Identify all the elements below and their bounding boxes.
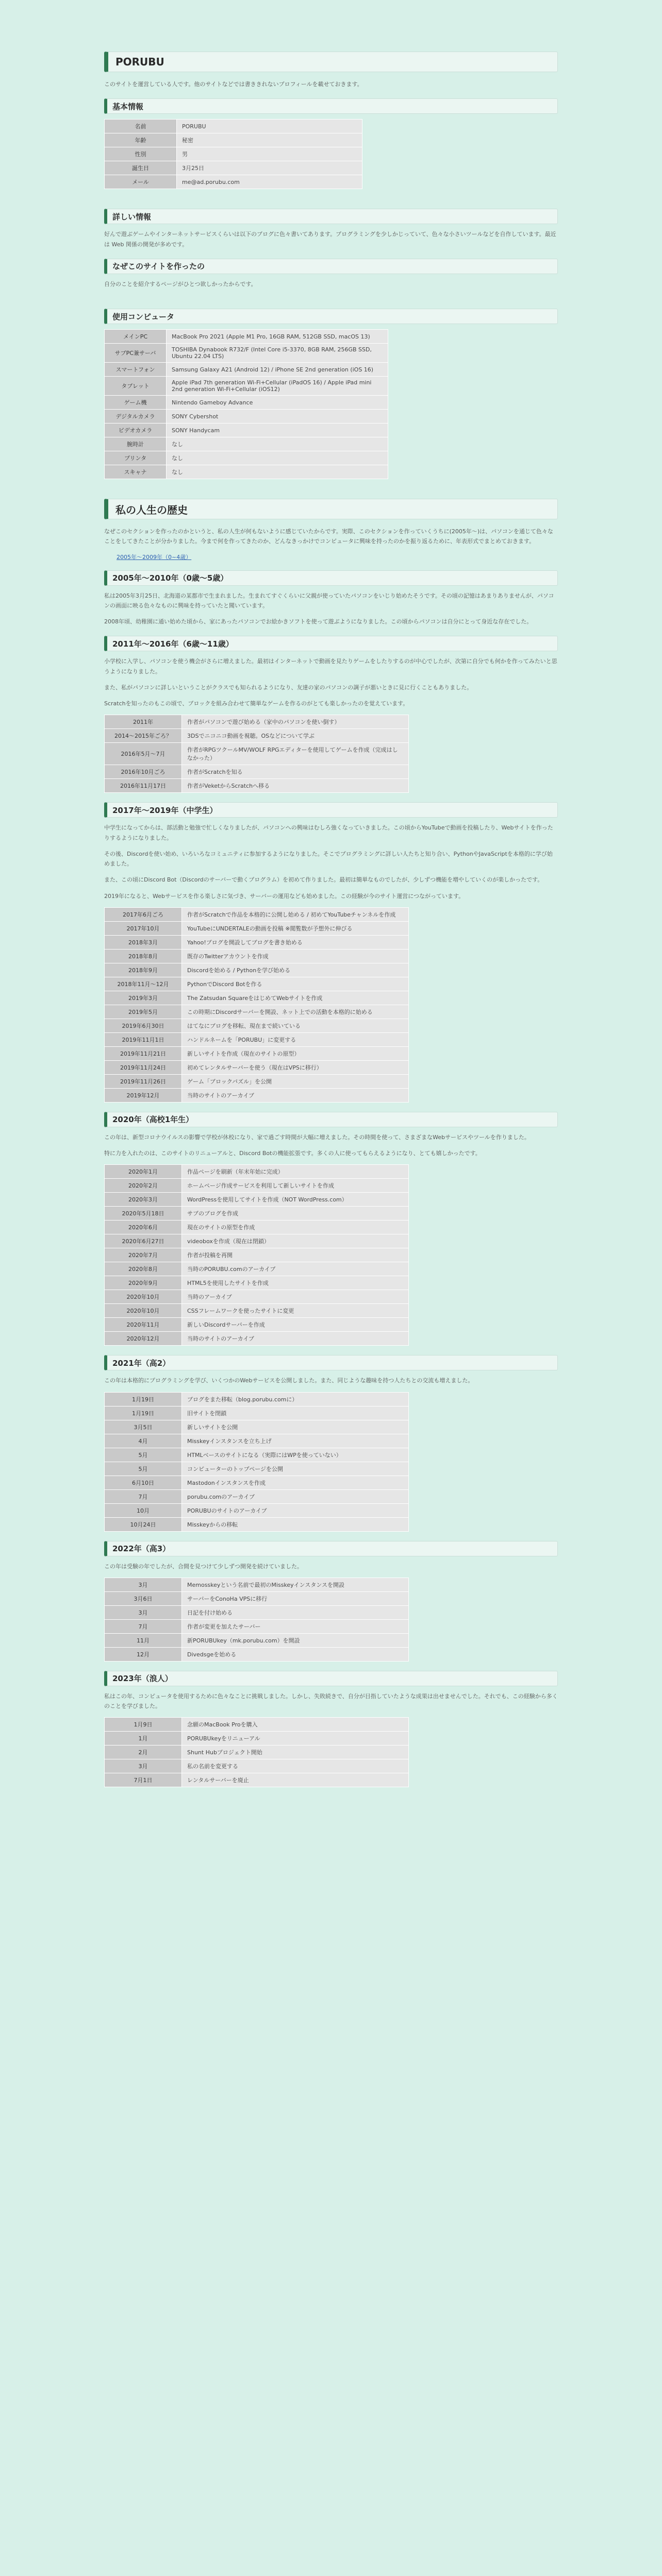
basic-info-heading: 基本情報 bbox=[104, 98, 558, 114]
timeline-event: 念願のMacBook Proを購入 bbox=[182, 1718, 409, 1732]
row-value: なし bbox=[167, 451, 388, 465]
timeline-row bbox=[105, 1290, 409, 1304]
timeline-date: 2019年5月 bbox=[105, 1005, 182, 1019]
timeline-event: 新しいサイトを作成（現在のサイトの原型） bbox=[182, 1046, 409, 1060]
timeline-event: The Zatsudan SquareをはじめてWebサイトを作成 bbox=[182, 991, 409, 1005]
timeline-table bbox=[104, 715, 409, 793]
table-row bbox=[105, 175, 362, 189]
timeline-event: Misskeyからの移転 bbox=[182, 1517, 409, 1531]
timeline-date: 2020年1月 bbox=[105, 1165, 182, 1179]
timeline-event: PORUBUkeyをリニューアル bbox=[182, 1732, 409, 1745]
timeline-date: 12月 bbox=[105, 1647, 182, 1661]
timeline-row bbox=[105, 1619, 409, 1633]
table-row bbox=[105, 396, 388, 410]
timeline-row bbox=[105, 949, 409, 963]
timeline-event: 現在のサイトの原型を作成 bbox=[182, 1221, 409, 1234]
timeline-date: 2020年8月 bbox=[105, 1262, 182, 1276]
timeline-event: 初めてレンタルサーバーを使う（現在はVPSに移行） bbox=[182, 1060, 409, 1074]
timeline-event: Discordを始める / Pythonを学び始める bbox=[182, 963, 409, 977]
timeline-date: 2018年9月 bbox=[105, 963, 182, 977]
timeline-event: 当時のPORUBU.comのアーカイブ bbox=[182, 1262, 409, 1276]
timeline-table bbox=[104, 1578, 409, 1662]
timeline-row bbox=[105, 1718, 409, 1732]
timeline-table bbox=[104, 1717, 409, 1787]
devices-card bbox=[104, 309, 558, 479]
row-key: デジタルカメラ bbox=[105, 410, 167, 423]
period-paragraph: 2008年頃、幼稚園に通い始めた頃から、家にあったパソコンでお絵かきソフトを使って遊ぶようになりました。この頃からパソコンは自分にとって身近な存在でした。 bbox=[104, 618, 533, 625]
timeline-row bbox=[105, 1318, 409, 1332]
timeline-row bbox=[105, 1262, 409, 1276]
timeline-row bbox=[105, 1434, 409, 1448]
period-paragraph: 特に力を入れたのは、このサイトのリニューアルと、Discord Botの機能拡張です。多くの人に使ってもらえるようになり、とても嬉しかったです。 bbox=[104, 1150, 481, 1157]
timeline-row bbox=[105, 1448, 409, 1462]
page bbox=[104, 0, 558, 1787]
row-value: PORUBU bbox=[177, 120, 362, 133]
timeline-date: 1月19日 bbox=[105, 1406, 182, 1420]
table-row bbox=[105, 437, 388, 451]
timeline-event: ブログをまた移転（blog.porubu.comに） bbox=[182, 1392, 409, 1406]
timeline-event: YouTubeにUNDERTALEの動画を投稿 ※閲覧数が予想外に伸びる bbox=[182, 921, 409, 935]
timeline-event: Misskeyインスタンスを立ち上げ bbox=[182, 1434, 409, 1448]
timeline-event: Divedsgeを始める bbox=[182, 1647, 409, 1661]
timeline-event: Memosskeyという名前で最初のMisskeyインスタンスを開設 bbox=[182, 1578, 409, 1591]
timeline-event: 3DSでニコニコ動画を視聴。OSなどについて学ぶ bbox=[182, 729, 409, 743]
row-value: Samsung Galaxy A21 (Android 12) / iPhone SE 2nd generation (iOS 16) bbox=[167, 363, 388, 377]
timeline-event: サブのブログを作成 bbox=[182, 1207, 409, 1221]
period-paragraph: Scratchを知ったのもこの頃で、ブロックを組み合わせて簡単なゲームを作るのがとても楽しかったのを覚えています。 bbox=[104, 700, 409, 707]
timeline-row bbox=[105, 1517, 409, 1531]
timeline-row bbox=[105, 1503, 409, 1517]
table-row bbox=[105, 120, 362, 133]
timeline-row bbox=[105, 715, 409, 729]
table-row bbox=[105, 147, 362, 161]
timeline-date: 11月 bbox=[105, 1633, 182, 1647]
period-heading: 2023年（浪人） bbox=[104, 1671, 558, 1686]
timeline-row bbox=[105, 1060, 409, 1074]
row-key: ビデオカメラ bbox=[105, 423, 167, 437]
devices-table bbox=[104, 329, 388, 479]
timeline-row bbox=[105, 1647, 409, 1661]
timeline-date: 2月 bbox=[105, 1745, 182, 1759]
timeline-date: 2020年6月 bbox=[105, 1221, 182, 1234]
row-value: 男 bbox=[177, 147, 362, 161]
row-value: Nintendo Gameboy Advance bbox=[167, 396, 388, 410]
timeline-date: 2019年11月26日 bbox=[105, 1074, 182, 1088]
timeline-row bbox=[105, 1476, 409, 1489]
timeline-date: 2019年11月1日 bbox=[105, 1032, 182, 1046]
timeline-date: 2011年 bbox=[105, 715, 182, 729]
timeline-row bbox=[105, 1179, 409, 1193]
timeline-date: 2019年11月21日 bbox=[105, 1046, 182, 1060]
timeline-event: 作者がScratchで作品を本格的に公開し始める / 初めてYouTubeチャンネルを作成 bbox=[182, 907, 409, 921]
why-heading: なぜこのサイトを作ったの bbox=[104, 259, 558, 274]
timeline-event: Shunt Hubプロジェクト開始 bbox=[182, 1745, 409, 1759]
row-value: SONY Handycam bbox=[167, 423, 388, 437]
timeline-date: 2014〜2015年ごろ？ bbox=[105, 729, 182, 743]
timeline-event: はてなにブログを移転、現在まで続いている bbox=[182, 1019, 409, 1032]
timeline-row bbox=[105, 1392, 409, 1406]
timeline-event: HTMLベースのサイトになる（実際にはWPを使っていない） bbox=[182, 1448, 409, 1462]
timeline-row bbox=[105, 1234, 409, 1248]
table-row bbox=[105, 161, 362, 175]
timeline-date: 10月 bbox=[105, 1503, 182, 1517]
timeline-event: porubu.comのアーカイブ bbox=[182, 1489, 409, 1503]
row-key: 名前 bbox=[105, 120, 177, 133]
timeline-date: 4月 bbox=[105, 1434, 182, 1448]
timeline-event: 作者が投稿を再開 bbox=[182, 1248, 409, 1262]
toc-link[interactable]: 2005年〜2009年（0~4歳） bbox=[117, 553, 192, 561]
row-value: なし bbox=[167, 465, 388, 479]
timeline-row bbox=[105, 1332, 409, 1346]
timeline-event: この時期にDiscordサーバーを開設、ネット上での活動を本格的に始める bbox=[182, 1005, 409, 1019]
why-text: 自分のことを紹介するページがひとつ欲しかったからです。 bbox=[104, 280, 257, 287]
row-key: ゲーム機 bbox=[105, 396, 167, 410]
period-paragraph: 小学校に入学し、パソコンを使う機会がさらに増えました。最初はインターネットで動画を見たりゲームをしたりするのが中心でしたが、次第に自分でも何かを作ってみたいと思うようになりました。 bbox=[104, 658, 557, 675]
timeline-row bbox=[105, 921, 409, 935]
timeline-date: 2020年11月 bbox=[105, 1318, 182, 1332]
timeline-date: 2019年12月 bbox=[105, 1088, 182, 1102]
timeline-row bbox=[105, 1032, 409, 1046]
timeline-row bbox=[105, 1633, 409, 1647]
timeline-event: CSSフレームワークを使ったサイトに変更 bbox=[182, 1304, 409, 1318]
timeline-row bbox=[105, 1005, 409, 1019]
timeline-row bbox=[105, 1304, 409, 1318]
row-key: 年齢 bbox=[105, 133, 177, 147]
table-row bbox=[105, 451, 388, 465]
period-heading: 2005年〜2010年（0歳〜5歳） bbox=[104, 570, 558, 586]
timeline-date: 10月24日 bbox=[105, 1517, 182, 1531]
timeline-event: 新しいサイトを公開 bbox=[182, 1420, 409, 1434]
row-key: 誕生日 bbox=[105, 161, 177, 175]
period-heading: 2021年（高2） bbox=[104, 1355, 558, 1370]
details-card bbox=[104, 209, 558, 289]
timeline-table bbox=[104, 1164, 409, 1346]
timeline-event: Yahoo!ブログを開設してブログを書き始める bbox=[182, 935, 409, 949]
timeline-row bbox=[105, 907, 409, 921]
timeline-date: 2016年11月17日 bbox=[105, 779, 182, 793]
timeline-date: 1月9日 bbox=[105, 1718, 182, 1732]
devices-heading: 使用コンピュータ bbox=[104, 309, 558, 324]
timeline-row bbox=[105, 1088, 409, 1102]
timeline-row bbox=[105, 1605, 409, 1619]
timeline-date: 3月 bbox=[105, 1759, 182, 1773]
period-paragraph: 私は2005年3月25日、北海道の某都市で生まれました。生まれてすぐくらいに父親が使っていたパソコンをいじり始めたそうです。その頃の記憶はあまりありませんが、パソコンの画面に映る色々なものに興味を持っていたと聞いています。 bbox=[104, 592, 554, 609]
timeline-event: 既存のTwitterアカウントを作成 bbox=[182, 949, 409, 963]
row-key: メール bbox=[105, 175, 177, 189]
timeline-event: ホームページ作成サービスを利用して新しいサイトを作成 bbox=[182, 1179, 409, 1193]
table-row bbox=[105, 377, 388, 396]
site-title: PORUBU bbox=[104, 52, 558, 72]
timeline-date: 3月6日 bbox=[105, 1591, 182, 1605]
row-key: スマートフォン bbox=[105, 363, 167, 377]
timeline-table bbox=[104, 907, 409, 1103]
timeline-row bbox=[105, 991, 409, 1005]
timeline-date: 2018年8月 bbox=[105, 949, 182, 963]
timeline-date: 2020年10月 bbox=[105, 1304, 182, 1318]
timeline-event: 作者がVeketからScratchへ移る bbox=[182, 779, 409, 793]
timeline-date: 2018年3月 bbox=[105, 935, 182, 949]
history-heading: 私の人生の歴史 bbox=[104, 499, 558, 519]
history-toc bbox=[117, 553, 558, 561]
row-value: me@ad.porubu.com bbox=[177, 175, 362, 189]
timeline-date: 2017年10月 bbox=[105, 921, 182, 935]
timeline-event: Mastodonインスタンスを作成 bbox=[182, 1476, 409, 1489]
timeline-date: 2017年6月ごろ bbox=[105, 907, 182, 921]
table-row bbox=[105, 344, 388, 363]
timeline-row bbox=[105, 729, 409, 743]
timeline-row bbox=[105, 1489, 409, 1503]
timeline-event: 作者がScratchを知る bbox=[182, 765, 409, 779]
table-row bbox=[105, 330, 388, 344]
timeline-event: ハンドルネームを「PORUBU」に変更する bbox=[182, 1032, 409, 1046]
basic-info-table bbox=[104, 119, 362, 189]
period-paragraph: また、私がパソコンに詳しいということがクラスでも知られるようになり、友達の家のパソコンの調子が悪いときに見に行くこともありました。 bbox=[104, 684, 473, 691]
timeline-date: 6月10日 bbox=[105, 1476, 182, 1489]
timeline-row bbox=[105, 1248, 409, 1262]
timeline-row bbox=[105, 1578, 409, 1591]
timeline-row bbox=[105, 1462, 409, 1476]
period-paragraph: この年は受験の年でしたが、合間を見つけて少しずつ開発を続けていました。 bbox=[104, 1563, 303, 1570]
timeline-date: 2019年6月30日 bbox=[105, 1019, 182, 1032]
timeline-row bbox=[105, 1759, 409, 1773]
details-text: 好んで遊ぶゲームやインターネットサービスくらいは以下のブログに色々書いてあります。プログラミングを少しかじっていて、色々な小さいツールなどを自作しています。最近は Web 関係の開発が多めです。 bbox=[104, 231, 556, 248]
timeline-event: PythonでDiscord Botを作る bbox=[182, 977, 409, 991]
timeline-event: 新しいDiscordサーバーを作成 bbox=[182, 1318, 409, 1332]
timeline-event: コンピューターのトップページを公開 bbox=[182, 1462, 409, 1476]
timeline-date: 3月 bbox=[105, 1578, 182, 1591]
period-paragraph: また、この頃にDiscord Bot（Discordのサーバーで動くプログラム）を初めて作りました。最初は簡単なものでしたが、少しずつ機能を増やしていくのが楽しかったです。 bbox=[104, 876, 543, 884]
history-card bbox=[104, 499, 558, 1787]
period-paragraph: その後、Discordを使い始め、いろいろなコミュニティに参加するようになりました。そこでプログラミングに詳しい人たちと知り合い、PythonやJavaScriptを本格的に学び始めました。 bbox=[104, 850, 553, 867]
timeline-row bbox=[105, 1276, 409, 1290]
row-value: Apple iPad 7th generation Wi-Fi+Cellular (iPadOS 16) / Apple iPad mini 2nd generation Wi-Fi+Cellular (iOS12) bbox=[167, 377, 388, 396]
intro-text: このサイトを運営している人です。他のサイトなどでは書ききれないプロフィールを載せておきます。 bbox=[104, 81, 363, 88]
timeline-row bbox=[105, 1773, 409, 1787]
timeline-event: 新PORUBUkey（mk.porubu.com）を開設 bbox=[182, 1633, 409, 1647]
profile-card bbox=[104, 52, 558, 189]
timeline-date: 7月 bbox=[105, 1489, 182, 1503]
timeline-date: 7月1日 bbox=[105, 1773, 182, 1787]
timeline-date: 2016年5月〜7月 bbox=[105, 743, 182, 765]
table-row bbox=[105, 423, 388, 437]
history-periods bbox=[104, 570, 558, 1788]
details-heading: 詳しい情報 bbox=[104, 209, 558, 224]
timeline-date: 2020年10月 bbox=[105, 1290, 182, 1304]
timeline-row bbox=[105, 1420, 409, 1434]
timeline-row bbox=[105, 1165, 409, 1179]
timeline-date: 5月 bbox=[105, 1462, 182, 1476]
timeline-row bbox=[105, 1591, 409, 1605]
timeline-event: 当時のアーカイブ bbox=[182, 1290, 409, 1304]
row-value: 秘密 bbox=[177, 133, 362, 147]
timeline-date: 2020年9月 bbox=[105, 1276, 182, 1290]
timeline-event: 日記を付け始める bbox=[182, 1605, 409, 1619]
timeline-row bbox=[105, 1207, 409, 1221]
period-paragraph: この年は、新型コロナウイルスの影響で学校が休校になり、家で過ごす時間が大幅に増えました。その時間を使って、さまざまなWebサービスやツールを作りました。 bbox=[104, 1133, 530, 1141]
timeline-date: 2020年5月18日 bbox=[105, 1207, 182, 1221]
timeline-row bbox=[105, 743, 409, 765]
timeline-event: 作者がRPGツクールMV/WOLF RPGエディターを使用してゲームを作成（完成はしなかった） bbox=[182, 743, 409, 765]
timeline-event: 当時のサイトのアーカイブ bbox=[182, 1332, 409, 1346]
history-intro: なぜこのセクションを作ったのかというと、私の人生が何もないように感じていたからです。実際、このセクションを作っていくうちに(2005年〜)は、パソコンを通じて色々なことをしてきたことが分かりました。今まで何を作ってきたのか、どんなきっかけでコンピュータに興味を持ったのかを振り返るために、年表形式でまとめておきます。 bbox=[104, 528, 553, 545]
table-row bbox=[105, 410, 388, 423]
timeline-row bbox=[105, 1221, 409, 1234]
timeline-date: 1月19日 bbox=[105, 1392, 182, 1406]
row-value: なし bbox=[167, 437, 388, 451]
timeline-table bbox=[104, 1392, 409, 1532]
timeline-event: レンタルサーバーを廃止 bbox=[182, 1773, 409, 1787]
timeline-event: 作者がパソコンで遊び始める（家中のパソコンを使い倒す） bbox=[182, 715, 409, 729]
timeline-event: 旧サイトを閉鎖 bbox=[182, 1406, 409, 1420]
timeline-date: 2020年12月 bbox=[105, 1332, 182, 1346]
timeline-date: 3月5日 bbox=[105, 1420, 182, 1434]
row-value: MacBook Pro 2021 (Apple M1 Pro, 16GB RAM, 512GB SSD, macOS 13) bbox=[167, 330, 388, 344]
row-value: 3月25日 bbox=[177, 161, 362, 175]
timeline-row bbox=[105, 977, 409, 991]
timeline-row bbox=[105, 1193, 409, 1207]
timeline-event: ゲーム「ブロックパズル」を公開 bbox=[182, 1074, 409, 1088]
table-row bbox=[105, 363, 388, 377]
table-row bbox=[105, 133, 362, 147]
timeline-date: 3月 bbox=[105, 1605, 182, 1619]
period-heading: 2022年（高3） bbox=[104, 1541, 558, 1556]
timeline-row bbox=[105, 1745, 409, 1759]
timeline-date: 7月 bbox=[105, 1619, 182, 1633]
period-heading: 2020年（高校1年生） bbox=[104, 1112, 558, 1127]
timeline-date: 2019年3月 bbox=[105, 991, 182, 1005]
period-heading: 2017年〜2019年（中学生） bbox=[104, 802, 558, 818]
timeline-date: 2019年11月24日 bbox=[105, 1060, 182, 1074]
row-value: TOSHIBA Dynabook R732/F (Intel Core i5-3370, 8GB RAM, 256GB SSD, Ubuntu 22.04 LTS) bbox=[167, 344, 388, 363]
timeline-event: videoboxを作成（現在は閉鎖） bbox=[182, 1234, 409, 1248]
timeline-date: 2020年6月27日 bbox=[105, 1234, 182, 1248]
period-paragraph: この年は本格的にプログラミングを学び、いくつかのWebサービスを公開しました。また、同じような趣味を持つ人たちとの交流も増えました。 bbox=[104, 1377, 474, 1384]
timeline-row bbox=[105, 935, 409, 949]
row-key: スキャナ bbox=[105, 465, 167, 479]
period-paragraph: 2019年になると、Webサービスを作る楽しさに気づき、サーバーの運用なども始めました。この経験が今のサイト運営につながっています。 bbox=[104, 892, 465, 900]
timeline-date: 5月 bbox=[105, 1448, 182, 1462]
row-key: 性別 bbox=[105, 147, 177, 161]
timeline-event: 当時のサイトのアーカイブ bbox=[182, 1088, 409, 1102]
row-key: 腕時計 bbox=[105, 437, 167, 451]
period-paragraph: 私はこの年、コンピュータを使用するために色々なことに挑戦しました。しかし、失敗続きで、自分が目指していたような成果は出せませんでした。それでも、この経験から多くのことを学びました。 bbox=[104, 1692, 558, 1709]
row-value: SONY Cybershot bbox=[167, 410, 388, 423]
timeline-row bbox=[105, 1074, 409, 1088]
timeline-event: HTML5を使用したサイトを作成 bbox=[182, 1276, 409, 1290]
timeline-date: 2020年3月 bbox=[105, 1193, 182, 1207]
row-key: プリンタ bbox=[105, 451, 167, 465]
timeline-row bbox=[105, 963, 409, 977]
row-key: メインPC bbox=[105, 330, 167, 344]
timeline-row bbox=[105, 1732, 409, 1745]
timeline-date: 2020年7月 bbox=[105, 1248, 182, 1262]
timeline-row bbox=[105, 765, 409, 779]
period-paragraph: 中学生になってからは、部活動と勉強で忙しくなりましたが、パソコンへの興味はむしろ強くなっていきました。この頃からYouTubeで動画を投稿したり、Webサイトを作ったりするようになりました。 bbox=[104, 824, 553, 841]
timeline-date: 1月 bbox=[105, 1732, 182, 1745]
timeline-event: WordPressを使用してサイトを作成（NOT WordPress.com） bbox=[182, 1193, 409, 1207]
timeline-row bbox=[105, 779, 409, 793]
table-row bbox=[105, 465, 388, 479]
timeline-date: 2018年11月〜12月 bbox=[105, 977, 182, 991]
timeline-row bbox=[105, 1019, 409, 1032]
timeline-date: 2020年2月 bbox=[105, 1179, 182, 1193]
row-key: タブレット bbox=[105, 377, 167, 396]
period-heading: 2011年〜2016年（6歳〜11歳） bbox=[104, 636, 558, 651]
timeline-event: サーバーをConoHa VPSに移行 bbox=[182, 1591, 409, 1605]
timeline-event: 私の名前を変更する bbox=[182, 1759, 409, 1773]
timeline-event: 作品ページを刷新（年末年始に完成） bbox=[182, 1165, 409, 1179]
row-key: サブPC兼サーバ bbox=[105, 344, 167, 363]
timeline-event: 作者が変更を加えたサーバー bbox=[182, 1619, 409, 1633]
timeline-date: 2016年10月ごろ bbox=[105, 765, 182, 779]
timeline-row bbox=[105, 1406, 409, 1420]
timeline-row bbox=[105, 1046, 409, 1060]
timeline-event: PORUBUのサイトのアーカイブ bbox=[182, 1503, 409, 1517]
